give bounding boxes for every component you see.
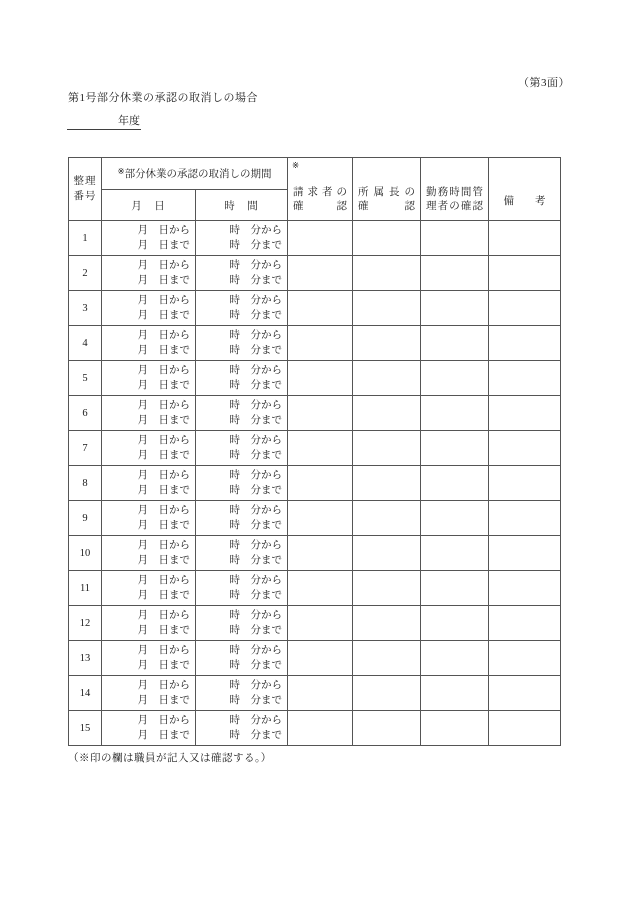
table-row xyxy=(69,466,561,501)
month-day-from: 月 日から xyxy=(137,295,190,306)
header-supervisor-line2: 確認 xyxy=(358,201,415,212)
page-number-label: （第3面） xyxy=(518,77,570,89)
time-cell xyxy=(196,221,288,256)
month-day-cell xyxy=(102,326,196,361)
supervisor-confirm-cell xyxy=(353,221,421,256)
time-from: 時 分から xyxy=(229,330,282,341)
month-day-cell xyxy=(102,676,196,711)
row-number-cell: 4 xyxy=(69,326,102,361)
table-row xyxy=(69,571,561,606)
header-supervisor-confirmation xyxy=(353,158,421,221)
month-day-cell xyxy=(102,501,196,536)
time-from: 時 分から xyxy=(229,715,282,726)
table-row xyxy=(69,536,561,571)
time-to: 時 分まで xyxy=(229,415,282,426)
time-manager-confirm-cell xyxy=(421,291,489,326)
table-row xyxy=(69,606,561,641)
remarks-cell xyxy=(489,676,561,711)
time-to: 時 分まで xyxy=(229,695,282,706)
time-manager-confirm-cell xyxy=(421,221,489,256)
month-day-from: 月 日から xyxy=(137,645,190,656)
supervisor-confirm-cell xyxy=(353,571,421,606)
month-day-from: 月 日から xyxy=(137,260,190,271)
time-to: 時 分まで xyxy=(229,345,282,356)
month-day-from: 月 日から xyxy=(137,470,190,481)
remarks-cell xyxy=(489,361,561,396)
time-cell xyxy=(196,361,288,396)
row-number-cell: 6 xyxy=(69,396,102,431)
row-number-cell: 13 xyxy=(69,641,102,676)
page-title: 第1号部分休業の承認の取消しの場合 xyxy=(68,92,258,104)
time-manager-confirm-cell xyxy=(421,571,489,606)
row-number-cell: 2 xyxy=(69,256,102,291)
table-row xyxy=(69,291,561,326)
remarks-cell xyxy=(489,431,561,466)
time-cell xyxy=(196,571,288,606)
header-month-day: 月 日 xyxy=(102,190,196,221)
fiscal-year-blank xyxy=(67,112,141,130)
time-manager-confirm-cell xyxy=(421,466,489,501)
month-day-cell xyxy=(102,536,196,571)
month-day-to: 月 日まで xyxy=(137,450,190,461)
supervisor-confirm-cell xyxy=(353,606,421,641)
time-manager-confirm-cell xyxy=(421,326,489,361)
time-manager-confirm-cell xyxy=(421,606,489,641)
time-from: 時 分から xyxy=(229,295,282,306)
time-to: 時 分まで xyxy=(229,275,282,286)
row-number-cell: 5 xyxy=(69,361,102,396)
table-row xyxy=(69,361,561,396)
remarks-cell xyxy=(489,571,561,606)
requester-confirm-cell xyxy=(288,501,353,536)
month-day-from: 月 日から xyxy=(137,400,190,411)
time-to: 時 分まで xyxy=(229,450,282,461)
remarks-cell xyxy=(489,396,561,431)
month-day-cell xyxy=(102,431,196,466)
remarks-cell xyxy=(489,326,561,361)
supervisor-confirm-cell xyxy=(353,536,421,571)
header-serial-line1: 整理 xyxy=(73,176,97,187)
header-time-manager-confirmation xyxy=(421,158,489,221)
supervisor-confirm-cell xyxy=(353,291,421,326)
time-from: 時 分から xyxy=(229,400,282,411)
header-supervisor-line1: 所属長の xyxy=(358,187,415,198)
time-from: 時 分から xyxy=(229,505,282,516)
time-to: 時 分まで xyxy=(229,625,282,636)
remarks-cell xyxy=(489,291,561,326)
requester-confirm-cell xyxy=(288,431,353,466)
time-from: 時 分から xyxy=(229,610,282,621)
month-day-to: 月 日まで xyxy=(137,345,190,356)
time-cell xyxy=(196,466,288,501)
time-to: 時 分まで xyxy=(229,520,282,531)
time-from: 時 分から xyxy=(229,680,282,691)
header-remarks xyxy=(489,158,561,221)
time-cell xyxy=(196,501,288,536)
requester-confirm-cell xyxy=(288,396,353,431)
remarks-cell xyxy=(489,221,561,256)
time-cell xyxy=(196,256,288,291)
remarks-cell xyxy=(489,536,561,571)
table-row xyxy=(69,501,561,536)
requester-confirm-cell xyxy=(288,361,353,396)
header-cancellation-period xyxy=(102,158,288,190)
requester-confirm-cell xyxy=(288,536,353,571)
time-manager-confirm-cell xyxy=(421,711,489,746)
month-day-cell xyxy=(102,571,196,606)
requester-confirm-cell xyxy=(288,711,353,746)
time-from: 時 分から xyxy=(229,470,282,481)
asterisk-mark: ※ xyxy=(292,160,300,170)
month-day-to: 月 日まで xyxy=(137,485,190,496)
time-manager-confirm-cell xyxy=(421,641,489,676)
month-day-cell xyxy=(102,291,196,326)
header-serial-line2: 番号 xyxy=(73,191,97,202)
cancellation-period-table xyxy=(68,157,561,746)
supervisor-confirm-cell xyxy=(353,641,421,676)
month-day-to: 月 日まで xyxy=(137,275,190,286)
requester-confirm-cell xyxy=(288,221,353,256)
row-number-cell: 1 xyxy=(69,221,102,256)
table-row xyxy=(69,641,561,676)
row-number-cell: 12 xyxy=(69,606,102,641)
time-to: 時 分まで xyxy=(229,310,282,321)
row-number-cell: 14 xyxy=(69,676,102,711)
header-time-manager-line1: 勤務時間管 xyxy=(426,187,483,198)
table-row xyxy=(69,711,561,746)
row-number-cell: 15 xyxy=(69,711,102,746)
remarks-cell xyxy=(489,641,561,676)
month-day-to: 月 日まで xyxy=(137,310,190,321)
time-to: 時 分まで xyxy=(229,730,282,741)
row-number-cell: 7 xyxy=(69,431,102,466)
month-day-cell xyxy=(102,606,196,641)
month-day-to: 月 日まで xyxy=(137,695,190,706)
month-day-to: 月 日まで xyxy=(137,555,190,566)
row-number-cell: 10 xyxy=(69,536,102,571)
time-manager-confirm-cell xyxy=(421,536,489,571)
supervisor-confirm-cell xyxy=(353,361,421,396)
supervisor-confirm-cell xyxy=(353,256,421,291)
time-cell xyxy=(196,431,288,466)
remarks-cell xyxy=(489,606,561,641)
remarks-cell xyxy=(489,256,561,291)
month-day-from: 月 日から xyxy=(137,680,190,691)
time-cell xyxy=(196,326,288,361)
time-manager-confirm-cell xyxy=(421,396,489,431)
month-day-to: 月 日まで xyxy=(137,590,190,601)
supervisor-confirm-cell xyxy=(353,466,421,501)
month-day-to: 月 日まで xyxy=(137,520,190,531)
month-day-from: 月 日から xyxy=(137,330,190,341)
month-day-to: 月 日まで xyxy=(137,730,190,741)
requester-confirm-cell xyxy=(288,466,353,501)
supervisor-confirm-cell xyxy=(353,501,421,536)
row-number-cell: 9 xyxy=(69,501,102,536)
remarks-cell xyxy=(489,501,561,536)
time-manager-confirm-cell xyxy=(421,501,489,536)
table-row xyxy=(69,431,561,466)
footnote: （※印の欄は職員が記入又は確認する。） xyxy=(68,753,272,764)
month-day-to: 月 日まで xyxy=(137,380,190,391)
header-requester-line2: 確認 xyxy=(293,201,347,212)
table-header xyxy=(69,158,561,221)
time-cell xyxy=(196,676,288,711)
month-day-to: 月 日まで xyxy=(137,625,190,636)
header-remarks-label: 備 考 xyxy=(503,196,546,207)
header-requester-line1: 請求者の xyxy=(293,187,347,198)
month-day-from: 月 日から xyxy=(137,435,190,446)
time-from: 時 分から xyxy=(229,540,282,551)
table-row xyxy=(69,396,561,431)
time-to: 時 分まで xyxy=(229,555,282,566)
time-cell xyxy=(196,396,288,431)
month-day-from: 月 日から xyxy=(137,715,190,726)
month-day-from: 月 日から xyxy=(137,365,190,376)
row-number-cell: 11 xyxy=(69,571,102,606)
supervisor-confirm-cell xyxy=(353,676,421,711)
supervisor-confirm-cell xyxy=(353,396,421,431)
time-to: 時 分まで xyxy=(229,240,282,251)
month-day-from: 月 日から xyxy=(137,225,190,236)
month-day-cell xyxy=(102,396,196,431)
time-cell xyxy=(196,606,288,641)
requester-confirm-cell xyxy=(288,571,353,606)
header-time: 時 間 xyxy=(196,190,288,221)
time-from: 時 分から xyxy=(229,225,282,236)
time-cell xyxy=(196,641,288,676)
month-day-from: 月 日から xyxy=(137,575,190,586)
time-manager-confirm-cell xyxy=(421,431,489,466)
supervisor-confirm-cell xyxy=(353,431,421,466)
time-to: 時 分まで xyxy=(229,590,282,601)
month-day-cell xyxy=(102,641,196,676)
header-requester-confirmation xyxy=(288,158,353,221)
supervisor-confirm-cell xyxy=(353,711,421,746)
time-manager-confirm-cell xyxy=(421,676,489,711)
requester-confirm-cell xyxy=(288,326,353,361)
month-day-from: 月 日から xyxy=(137,540,190,551)
header-period-label: 部分休業の承認の取消しの期間 xyxy=(124,169,272,180)
remarks-cell xyxy=(489,466,561,501)
row-number-cell: 3 xyxy=(69,291,102,326)
month-day-to: 月 日まで xyxy=(137,240,190,251)
requester-confirm-cell xyxy=(288,676,353,711)
row-number-cell: 8 xyxy=(69,466,102,501)
time-to: 時 分まで xyxy=(229,380,282,391)
fiscal-year-label: 年度 xyxy=(118,115,140,127)
month-day-cell xyxy=(102,711,196,746)
remarks-cell xyxy=(489,711,561,746)
table-row xyxy=(69,256,561,291)
requester-confirm-cell xyxy=(288,291,353,326)
time-from: 時 分から xyxy=(229,575,282,586)
time-manager-confirm-cell xyxy=(421,361,489,396)
table-body xyxy=(69,221,561,746)
supervisor-confirm-cell xyxy=(353,326,421,361)
month-day-from: 月 日から xyxy=(137,505,190,516)
time-to: 時 分まで xyxy=(229,660,282,671)
asterisk-mark: ※ xyxy=(117,166,125,176)
header-serial-number xyxy=(69,158,102,221)
time-cell xyxy=(196,711,288,746)
month-day-to: 月 日まで xyxy=(137,415,190,426)
time-from: 時 分から xyxy=(229,645,282,656)
month-day-from: 月 日から xyxy=(137,610,190,621)
time-from: 時 分から xyxy=(229,260,282,271)
month-day-to: 月 日まで xyxy=(137,660,190,671)
time-from: 時 分から xyxy=(229,435,282,446)
requester-confirm-cell xyxy=(288,606,353,641)
table-row xyxy=(69,676,561,711)
header-time-manager-line2: 理者の確認 xyxy=(426,201,483,212)
time-cell xyxy=(196,291,288,326)
time-cell xyxy=(196,536,288,571)
requester-confirm-cell xyxy=(288,641,353,676)
time-manager-confirm-cell xyxy=(421,256,489,291)
time-from: 時 分から xyxy=(229,365,282,376)
month-day-cell xyxy=(102,256,196,291)
requester-confirm-cell xyxy=(288,256,353,291)
time-to: 時 分まで xyxy=(229,485,282,496)
month-day-cell xyxy=(102,361,196,396)
month-day-cell xyxy=(102,466,196,501)
month-day-cell xyxy=(102,221,196,256)
table-row xyxy=(69,326,561,361)
table-row xyxy=(69,221,561,256)
